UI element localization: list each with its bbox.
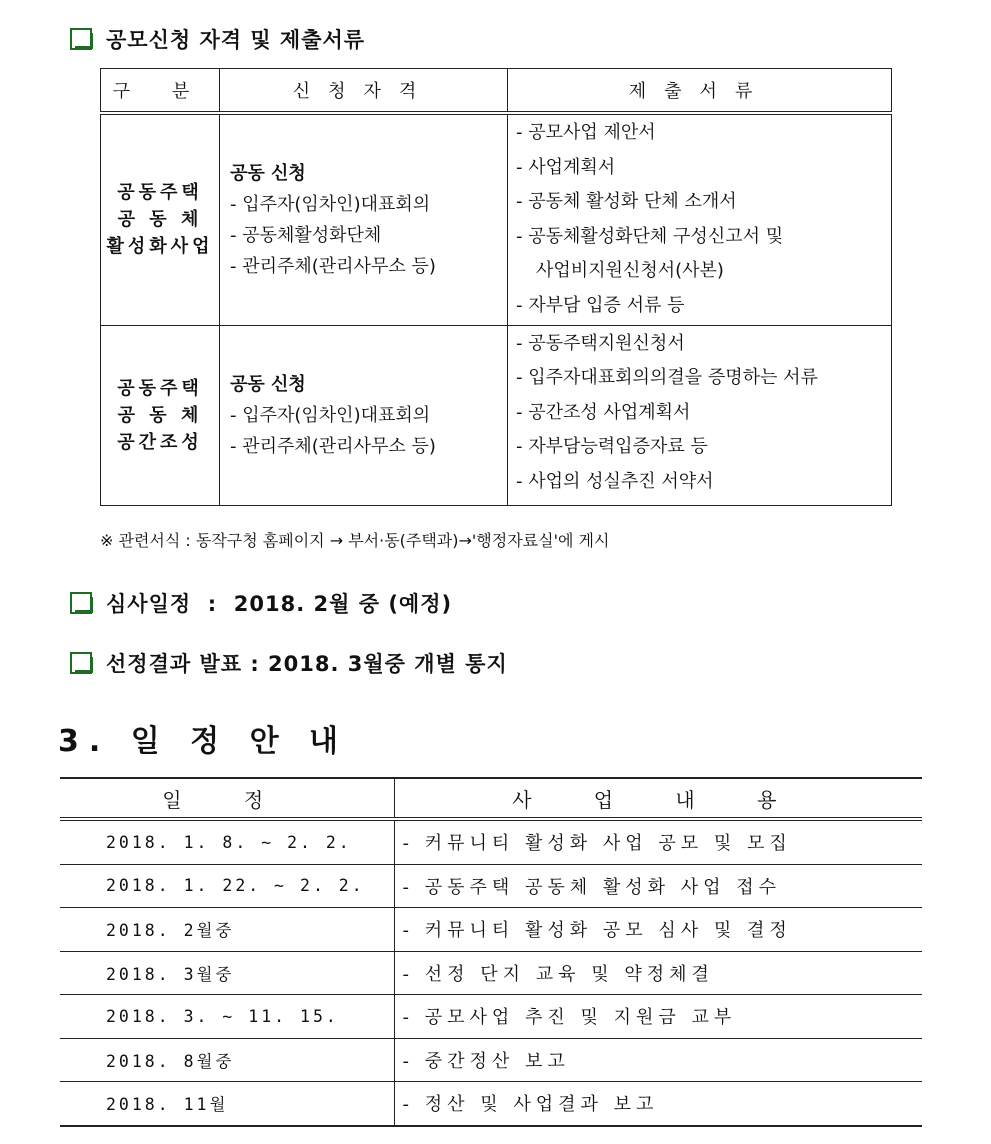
- table-row: [60, 1082, 922, 1126]
- category-cell: 공동주택 공 동 체 활성화사업: [101, 113, 220, 325]
- schedule-date: 2018. 3월중: [60, 951, 394, 995]
- schedule-date: 2018. 8월중: [60, 1038, 394, 1082]
- schedule-date: 2018. 3. ∼ 11. 15.: [60, 995, 394, 1039]
- table-row: [101, 325, 892, 505]
- checkbox-bullet-icon: [70, 28, 92, 50]
- section-title: 공모신청 자격 및 제출서류: [106, 28, 366, 52]
- schedule-desc: - 선정 단지 교육 및 약정체결: [394, 951, 922, 995]
- qualification-cell: 공동 신청 - 입주자(임차인)대표회의 - 공동체활성화단체 - 관리주체(관리사무소 등): [220, 113, 508, 325]
- schedule-heading: 3. 일 정 안 내: [58, 724, 348, 759]
- section-heading-announcement: [70, 648, 508, 678]
- schedule-desc: - 커뮤니티 활성화 사업 공모 및 모집: [394, 819, 922, 864]
- header-date: 일 정: [60, 778, 394, 819]
- category-cell: 공동주택 공 동 체 공간조성: [101, 325, 220, 505]
- schedule-desc: - 공동주택 공동체 활성화 사업 접수: [394, 864, 922, 908]
- schedule-date: 2018. 2월중: [60, 908, 394, 952]
- table-row: [60, 951, 922, 995]
- schedule-table: [60, 777, 922, 1127]
- schedule-desc: - 커뮤니티 활성화 공모 심사 및 결정: [394, 908, 922, 952]
- documents-cell: - 공모사업 제안서 - 사업계획서 - 공동체 활성화 단체 소개서 - 공동체활성화단체 구성신고서 및 사업비지원신청서(사본) - 자부담 입증 서류 등: [508, 113, 892, 325]
- schedule-desc: - 중간정산 보고: [394, 1038, 922, 1082]
- table-row: [60, 1038, 922, 1082]
- requirements-table: [100, 68, 892, 506]
- table-row: [60, 864, 922, 908]
- schedule-date: 2018. 1. 8. ∼ 2. 2.: [60, 819, 394, 864]
- schedule-date: 2018. 1. 22. ∼ 2. 2.: [60, 864, 394, 908]
- table-row: [60, 819, 922, 864]
- section-heading-review: [70, 588, 452, 618]
- section-title: 심사일정 : 2018. 2월 중 (예정): [106, 592, 453, 616]
- qualification-cell: 공동 신청 - 입주자(임차인)대표회의 - 관리주체(관리사무소 등): [220, 325, 508, 505]
- header-category: 구 분: [101, 69, 220, 114]
- table-row: [101, 113, 892, 325]
- schedule-desc: - 정산 및 사업결과 보고: [394, 1082, 922, 1126]
- schedule-desc: - 공모사업 추진 및 지원금 교부: [394, 995, 922, 1039]
- checkbox-bullet-icon: [70, 652, 92, 674]
- documents-cell: - 공동주택지원신청서 - 입주자대표회의의결을 증명하는 서류 - 공간조성 사업계획서 - 자부담능력입증자료 등 - 사업의 성실추진 서약서: [508, 325, 892, 505]
- header-documents: 제출서류: [508, 69, 892, 114]
- table-row: [60, 908, 922, 952]
- header-qualification: 신청자격: [220, 69, 508, 114]
- checkbox-bullet-icon: [70, 592, 92, 614]
- header-description: 사 업 내 용: [394, 778, 922, 819]
- table-row: [60, 995, 922, 1039]
- forms-note: ※ 관련서식 : 동작구청 홈페이지 → 부서·동(주택과)→'행정자료실'에 게시: [100, 531, 610, 550]
- section-heading-application: [70, 24, 365, 54]
- schedule-date: 2018. 11월: [60, 1082, 394, 1126]
- section-title: 선정결과 발표 : 2018. 3월중 개별 통지: [106, 652, 508, 676]
